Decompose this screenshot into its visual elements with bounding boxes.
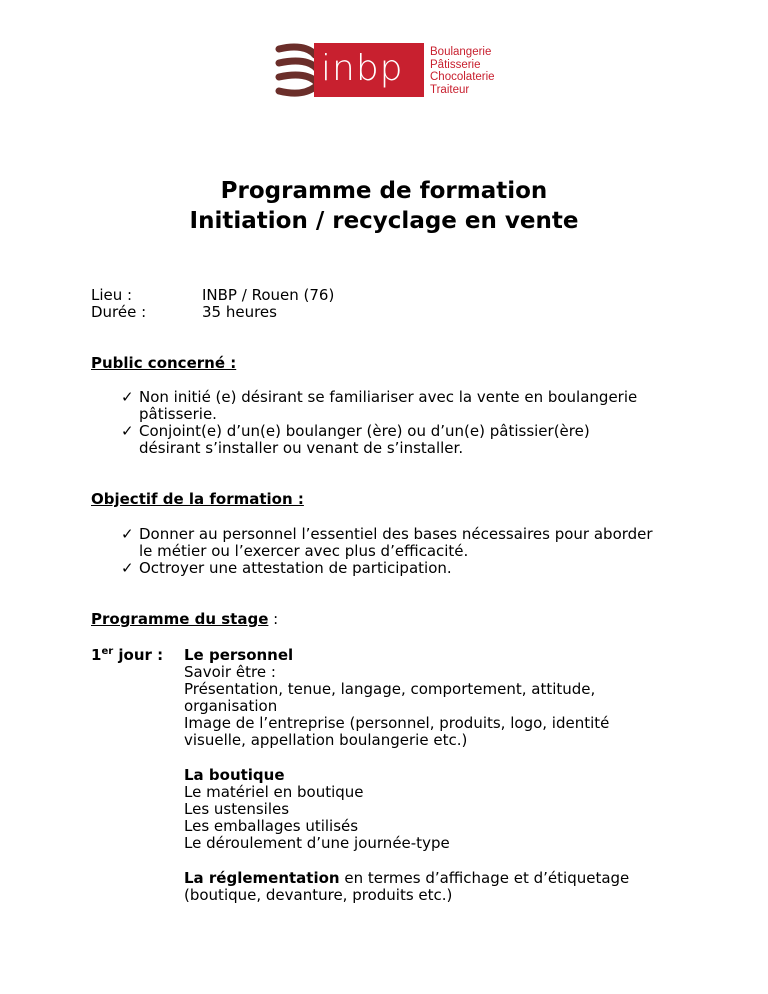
personnel-title: Le personnel	[184, 646, 294, 664]
programme-heading: Programme du stage	[91, 610, 269, 628]
reglementation-rest: en termes d’affichage et d’étiquetage	[339, 869, 630, 887]
day1-sup: er	[101, 646, 114, 657]
boutique-title: La boutique	[184, 766, 285, 784]
boutique-line: Les ustensiles	[184, 800, 290, 818]
personnel-line: organisation	[184, 697, 278, 715]
boutique-line: Les emballages utilisés	[184, 817, 359, 835]
day1-label	[91, 647, 163, 664]
lieu-value: INBP / Rouen (76)	[202, 286, 335, 304]
check-icon: ✓	[121, 525, 134, 543]
public-item-1-line1: Non initié (e) désirant se familiariser avec la vente en boulangerie	[139, 388, 638, 406]
public-item-1-line2: pâtisserie.	[139, 405, 217, 423]
personnel-line: Présentation, tenue, langage, comportement, attitude,	[184, 680, 596, 698]
lieu-label: Lieu :	[91, 286, 133, 304]
personnel-line: Savoir être :	[184, 663, 276, 681]
logo-trades	[430, 46, 495, 96]
boutique-line: Le déroulement d’une journée-type	[184, 834, 450, 852]
programme-heading-row	[91, 611, 278, 628]
programme-heading-suffix: :	[268, 610, 279, 628]
public-heading: Public concerné :	[91, 354, 237, 372]
personnel-line: Image de l’entreprise (personnel, produits, logo, identité	[184, 714, 610, 732]
logo-wordmark: inbp	[321, 48, 404, 89]
page-title-line2: Initiation / recyclage en vente	[189, 208, 579, 234]
logo-trade-chocolaterie: Chocolaterie	[430, 71, 495, 83]
check-icon: ✓	[121, 388, 134, 406]
reglementation-line2: (boutique, devanture, produits etc.)	[184, 886, 453, 904]
logo-trade-traiteur: Traiteur	[430, 83, 470, 96]
objectif-item-2-line1: Octroyer une attestation de participation.	[139, 559, 452, 577]
day1-suffix: jour :	[113, 646, 164, 664]
public-item-2-line2: désirant s’installer ou venant de s’installer.	[139, 439, 464, 457]
duree-value: 35 heures	[202, 303, 277, 321]
boutique-line: Le matériel en boutique	[184, 783, 364, 801]
check-icon: ✓	[121, 422, 134, 440]
public-item-2-line1: Conjoint(e) d’un(e) boulanger (ère) ou d’un(e) pâtissier(ère)	[139, 422, 590, 440]
personnel-line: visuelle, appellation boulangerie etc.)	[184, 731, 468, 749]
logo-trade-patisserie: Pâtisserie	[430, 58, 481, 71]
objectif-item-1-line1: Donner au personnel l’essentiel des bases nécessaires pour aborder	[139, 525, 653, 543]
page-title-line1: Programme de formation	[220, 178, 548, 204]
day1-num: 1	[91, 646, 102, 664]
logo-trade-boulangerie: Boulangerie	[430, 46, 492, 58]
objectif-heading: Objectif de la formation :	[91, 490, 304, 508]
reglementation-title: La réglementation	[184, 869, 340, 887]
objectif-item-1-line2: le métier ou l’exercer avec plus d’efficacité.	[139, 542, 469, 560]
duree-label: Durée :	[91, 303, 147, 321]
reglementation-line1	[184, 870, 629, 887]
check-icon: ✓	[121, 559, 134, 577]
